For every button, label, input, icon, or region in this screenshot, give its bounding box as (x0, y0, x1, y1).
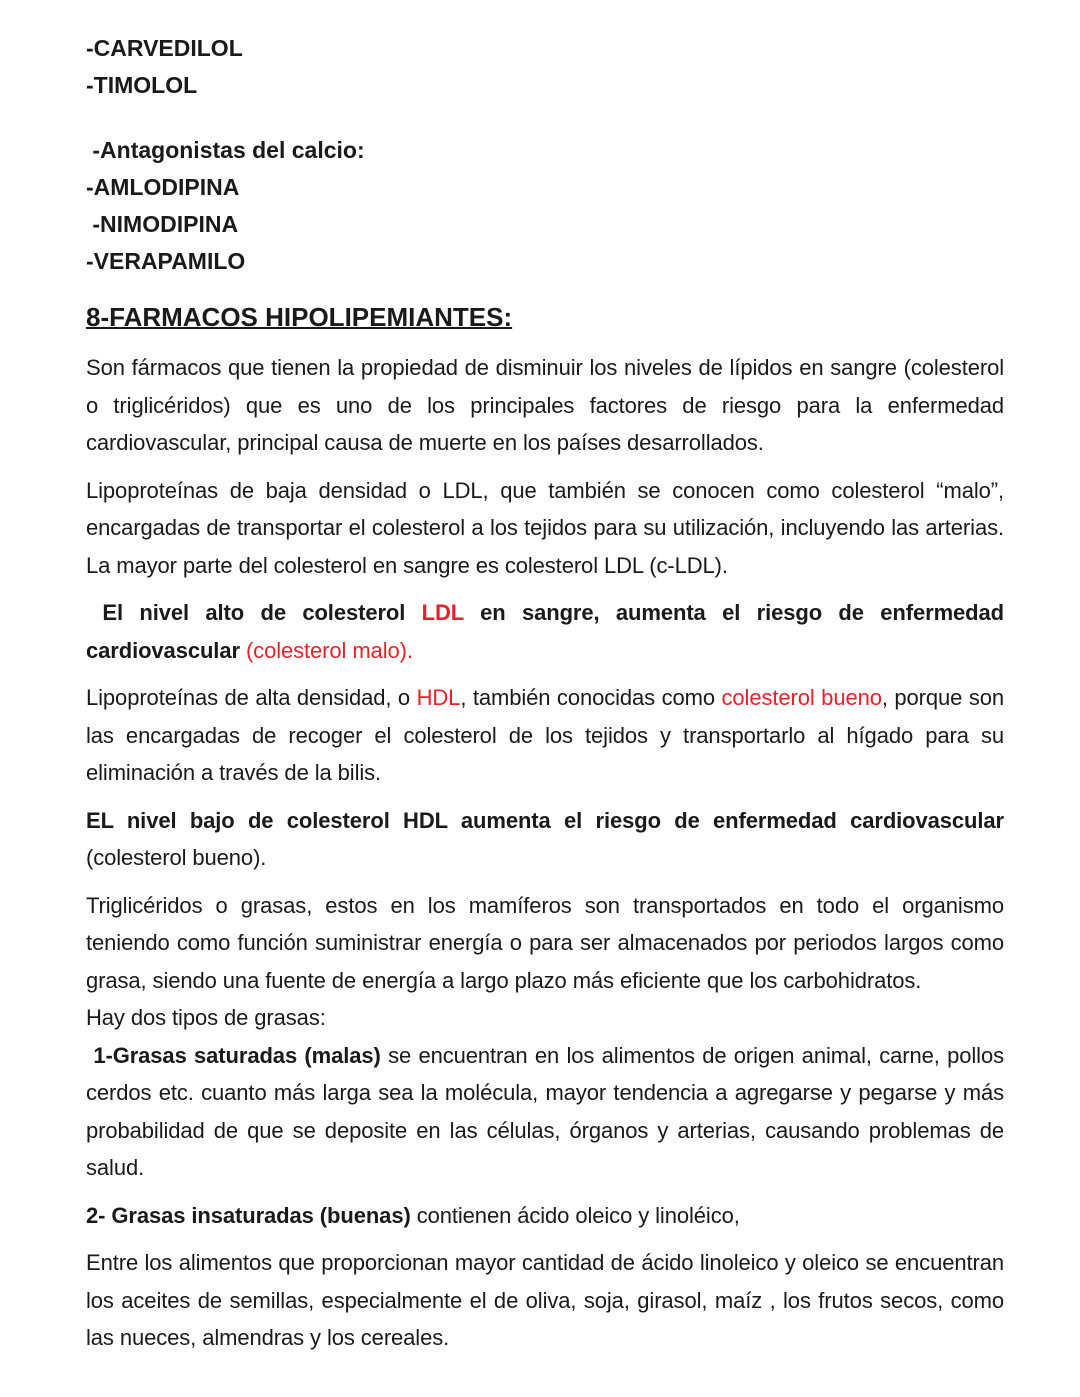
text-line (86, 243, 1004, 280)
text-run: (colesterol malo). (245, 637, 413, 663)
text-run: Entre los alimentos que proporcionan mayor cantidad de ácido linoleico y oleico se encuentran los aceites de semillas, especialmente el de oliva, soja, girasol, maíz , los frutos secos, como las nueces, almendras y los cereales. (86, 1250, 1004, 1350)
text-run: Son fármacos que tienen la propiedad de disminuir los niveles de lípidos en sangre (colesterol o triglicéridos) que es uno de los principales factores de riesgo para la enfermedad cardiovascular, principal causa de muerte en los países desarrollados. (86, 355, 1004, 455)
blank-line (86, 104, 1004, 132)
paragraph (86, 999, 1004, 1037)
text-run: Hay dos tipos de grasas: (86, 1005, 326, 1030)
text-line (86, 67, 1004, 104)
text-run: -NIMODIPINA (86, 211, 239, 237)
text-line (86, 206, 1004, 243)
text-run: -TIMOLOL (86, 72, 198, 98)
paragraph (86, 679, 1004, 792)
text-run: EL nivel bajo de colesterol HDL aumenta el riesgo de enfermedad cardiovascular (86, 807, 1004, 833)
text-run: (colesterol bueno). (86, 845, 267, 870)
text-line (86, 30, 1004, 67)
paragraph (86, 349, 1004, 462)
text-run: Lipoproteínas de baja densidad o LDL, que también se conocen como colesterol “malo”, encargadas de transportar el colesterol a los tejidos para su utilización, incluyendo las arterias. La mayor parte del colesterol en sangre es colesterol LDL (c-LDL). (86, 477, 1004, 578)
text-run: -VERAPAMILO (86, 248, 246, 274)
text-run: , también conocidas como (460, 685, 722, 710)
text-run: El nivel alto de colesterol (86, 600, 422, 625)
text-run: se encuentran en los alimentos de origen animal, carne, pollos cerdos etc. cuanto más larga sea la molécula, mayor tendencia a agregarse y pegarse y más probabilidad de que se deposite en las células, órganos y arterias, causando problemas de salud. (86, 1042, 1004, 1180)
text-run: 1-Grasas saturadas (malas) (86, 1042, 381, 1068)
paragraph (86, 802, 1004, 877)
text-run: Triglicéridos o grasas, estos en los mamíferos son transportados en todo el organismo teniendo como función suministrar energía o para ser almacenados por periodos largos como grasa, siendo una fuente de energía a largo plazo más eficiente que los carbohidratos. (86, 892, 1004, 993)
section-heading (86, 298, 1004, 336)
text-run: 8-FARMACOS HIPOLIPEMIANTES: (86, 302, 513, 332)
paragraph (86, 472, 1004, 585)
text-run: colesterol bueno (721, 685, 882, 710)
text-run: contienen ácido oleico y linoléico, (410, 1202, 740, 1228)
paragraph (86, 1244, 1004, 1357)
paragraph (86, 594, 1004, 669)
paragraph (86, 1037, 1004, 1187)
text-run: , porque son las encargadas de recoger el colesterol de los tejidos y transportarlo al hígado para su eliminación a través de la bilis. (86, 685, 1004, 785)
text-line (86, 132, 1004, 169)
paragraph (86, 887, 1004, 1000)
text-run: LDL (421, 600, 464, 625)
text-run: HDL (416, 685, 461, 710)
text-run: en sangre, aumenta el riesgo de enfermedad cardiovascular (86, 600, 1004, 663)
text-run: -Antagonistas del calcio: (86, 137, 365, 163)
text-line (86, 169, 1004, 206)
text-run: -CARVEDILOL (86, 35, 243, 61)
text-run: Lipoproteínas de alta densidad, o (86, 685, 417, 710)
paragraph (86, 1197, 1004, 1235)
text-run: 2- Grasas insaturadas (buenas) (86, 1202, 411, 1228)
document-body (86, 30, 1004, 1357)
text-run: -AMLODIPINA (86, 174, 240, 200)
